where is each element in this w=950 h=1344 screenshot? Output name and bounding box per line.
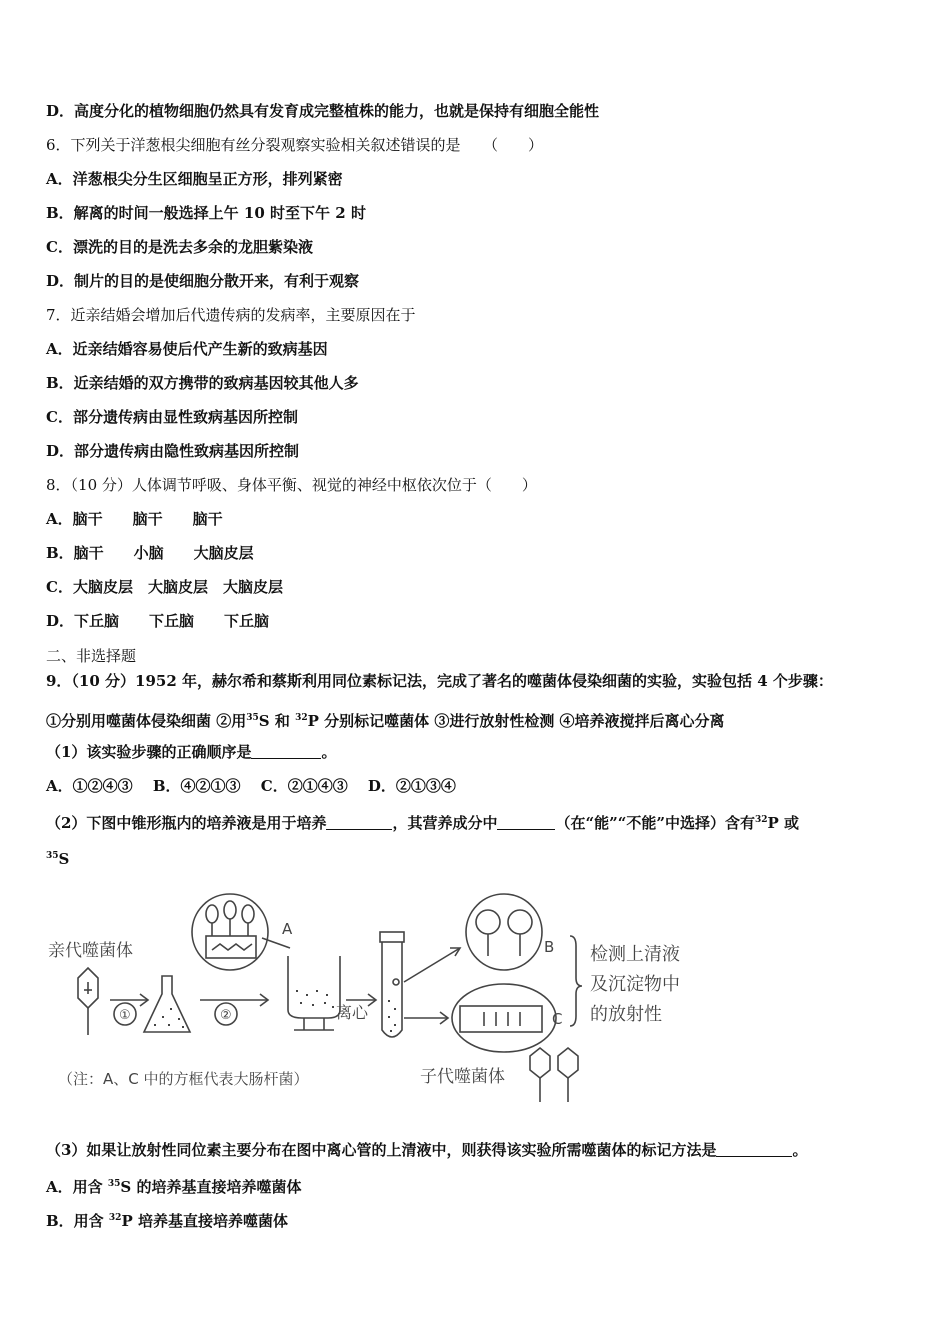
q8-option-b: B．脑干 小脑 大脑皮层	[46, 544, 254, 562]
q9-part2: （2）下图中锥形瓶内的培养液是用于培养 ，其营养成分中 （在“能”“不能”中选择）含有$^{32}$P 或	[46, 814, 800, 832]
centrifuge-tube-icon	[380, 932, 404, 1037]
q8-option-c: C．大脑皮层 大脑皮层 大脑皮层	[46, 578, 283, 596]
q7-option-c: C．部分遗传病由显性致病基因所控制	[46, 408, 298, 426]
q8-stem: 8．（10 分）人体调节呼吸、身体平衡、视觉的神经中枢依次位于（ ）	[46, 476, 537, 494]
q5-option-d: D．高度分化的植物细胞仍然具有发育成完整植株的能力，也就是保持有细胞全能性	[46, 102, 600, 120]
figure-note: （注：A、C 中的方框代表大肠杆菌）	[58, 1070, 309, 1088]
detect-line-2: 及沉淀物中	[590, 974, 680, 995]
parent-phage-label: 亲代噬菌体	[48, 941, 133, 961]
answer-blank[interactable]	[716, 1142, 792, 1157]
q9-part2-cont: $^{35}$S	[46, 850, 70, 868]
centrifuge-label: 离心	[336, 1003, 369, 1022]
q6-option-b: B．解离的时间一般选择上午 10 时至下午 2 时	[46, 204, 366, 222]
q6-option-c: C．漂洗的目的是洗去多余的龙胆紫染液	[46, 238, 313, 256]
step-2-label: ②	[220, 1008, 232, 1023]
q9-part1-options: A．①②④③ B．④②①③ C．②①④③ D．②①③④	[46, 777, 456, 795]
q9-part3: （3）如果让放射性同位素主要分布在图中离心管的上清液中，则获得该实验所需噬菌体的标记方法是 。	[46, 1141, 808, 1159]
q9-stem: 9．（10 分）1952 年，赫尔希和蔡斯利用同位素标记法，完成了著名的噬菌体侵染细菌的实验，实验包括 4 个步骤：	[46, 672, 833, 690]
q8-option-a: A．脑干 脑干 脑干	[46, 510, 223, 528]
bacteria-circle-c	[452, 984, 556, 1052]
q7-stem: 7．近亲结婚会增加后代遗传病的发病率，主要原因在于	[46, 306, 416, 324]
q7-option-d: D．部分遗传病由隐性致病基因所控制	[46, 442, 300, 460]
conical-flask-icon	[144, 976, 190, 1032]
parent-phage-icon	[78, 968, 98, 1035]
q9-part1: （1）该实验步骤的正确顺序是 。	[46, 743, 337, 761]
answer-blank[interactable]	[497, 815, 555, 830]
offspring-phage-label: 子代噬菌体	[420, 1067, 505, 1087]
q9-part3-option-b: B．用含 $^{32}$P 培养基直接培养噬菌体	[46, 1212, 288, 1230]
q6-stem: 6．下列关于洋葱根尖细胞有丝分裂观察实验相关叙述错误的是 （ ）	[46, 136, 544, 154]
label-a: A	[282, 920, 293, 938]
phage-experiment-figure	[40, 890, 710, 1110]
answer-blank[interactable]	[251, 744, 321, 759]
step-1-label: ①	[119, 1008, 131, 1023]
label-c: C	[552, 1010, 563, 1028]
bacteria-circle-a	[192, 894, 268, 970]
q9-steps: ①分别用噬菌体侵染细菌 ②用$^{35}$S 和 $^{32}$P 分别标记噬菌体 ③进行放射性检测 ④培养液搅拌后离心分离	[46, 712, 725, 730]
detect-line-1: 检测上清液	[590, 944, 680, 965]
offspring-phage-icon	[530, 1048, 578, 1102]
beaker-icon	[288, 956, 340, 1030]
q6-option-d: D．制片的目的是使细胞分散开来，有利于观察	[46, 272, 360, 290]
q7-option-a: A．近亲结婚容易使后代产生新的致病基因	[46, 340, 328, 358]
phage-circle-b	[466, 894, 542, 970]
section-heading: 二、非选择题	[46, 647, 137, 665]
q8-option-d: D．下丘脑 下丘脑 下丘脑	[46, 612, 270, 630]
answer-blank[interactable]	[326, 815, 392, 830]
q9-part3-option-a: A．用含 $^{35}$S 的培养基直接培养噬菌体	[46, 1178, 302, 1196]
detect-line-3: 的放射性	[590, 1004, 662, 1025]
q7-option-b: B．近亲结婚的双方携带的致病基因较其他人多	[46, 374, 359, 392]
label-b: B	[544, 938, 555, 956]
q6-option-a: A．洋葱根尖分生区细胞呈正方形，排列紧密	[46, 170, 343, 188]
